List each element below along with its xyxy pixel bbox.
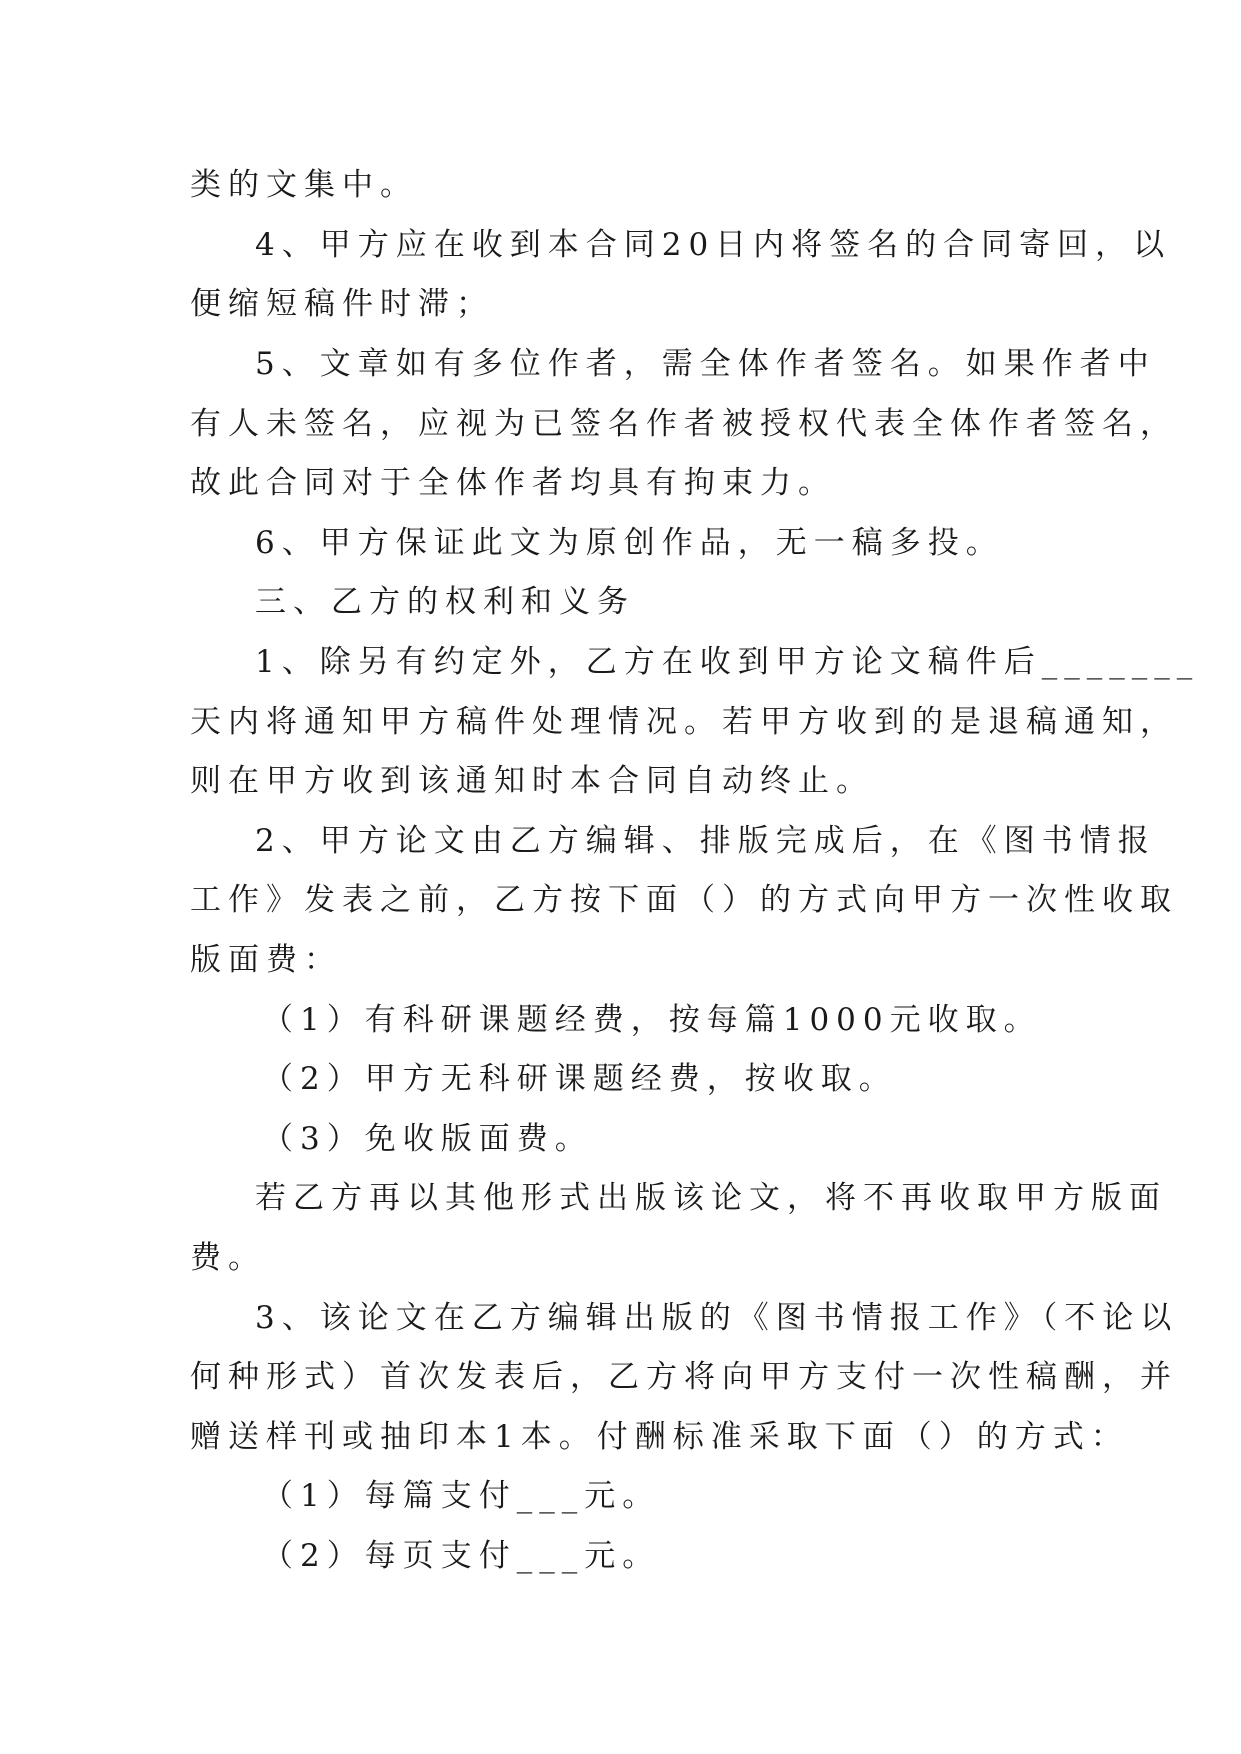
text-line: 若乙方再以其他形式出版该论文，将不再收取甲方版面 xyxy=(255,1180,1167,1216)
text-line: 费。 xyxy=(190,1240,266,1276)
text-line: 天内将通知甲方稿件处理情况。若甲方收到的是退稿通知， xyxy=(190,704,1178,740)
section-heading: 三、乙方的权利和义务 xyxy=(255,584,635,620)
text-line: 类的文集中。 xyxy=(190,167,418,203)
text-line: 何种形式）首次发表后，乙方将向甲方支付一次性稿酬，并 xyxy=(190,1359,1178,1395)
text-line: 故此合同对于全体作者均具有拘束力。 xyxy=(190,465,836,501)
text-line: 赠送样刊或抽印本1本。付酬标准采取下面（）的方式： xyxy=(190,1419,1129,1455)
text-line: 2、甲方论文由乙方编辑、排版完成后，在《图书情报 xyxy=(255,823,1156,859)
list-item: （3）免收版面费。 xyxy=(262,1121,593,1157)
text-line: 工作》发表之前，乙方按下面（）的方式向甲方一次性收取 xyxy=(190,882,1178,918)
list-item: （2）甲方无科研课题经费，按收取。 xyxy=(262,1061,897,1097)
text-line: 6、甲方保证此文为原创作品，无一稿多投。 xyxy=(255,525,1004,561)
list-item: （1）有科研课题经费，按每篇1000元收取。 xyxy=(262,1002,1042,1038)
text-line: 5、文章如有多位作者，需全体作者签名。如果作者中 xyxy=(255,346,1156,382)
list-item: （2）每页支付___元。 xyxy=(262,1538,661,1574)
text-line: 版面费： xyxy=(190,942,342,978)
text-line: 则在甲方收到该通知时本合同自动终止。 xyxy=(190,763,874,799)
text-line: 3、该论文在乙方编辑出版的《图书情报工作》（不论以 xyxy=(255,1300,1179,1336)
list-item: （1）每篇支付___元。 xyxy=(262,1478,661,1514)
text-line: 便缩短稿件时滞； xyxy=(190,286,494,322)
text-line: 4、甲方应在收到本合同20日内将签名的合同寄回，以 xyxy=(255,227,1172,263)
text-line: 有人未签名，应视为已签名作者被授权代表全体作者签名， xyxy=(190,406,1178,442)
text-line: 1、除另有约定外，乙方在收到甲方论文稿件后_______ xyxy=(255,644,1200,680)
